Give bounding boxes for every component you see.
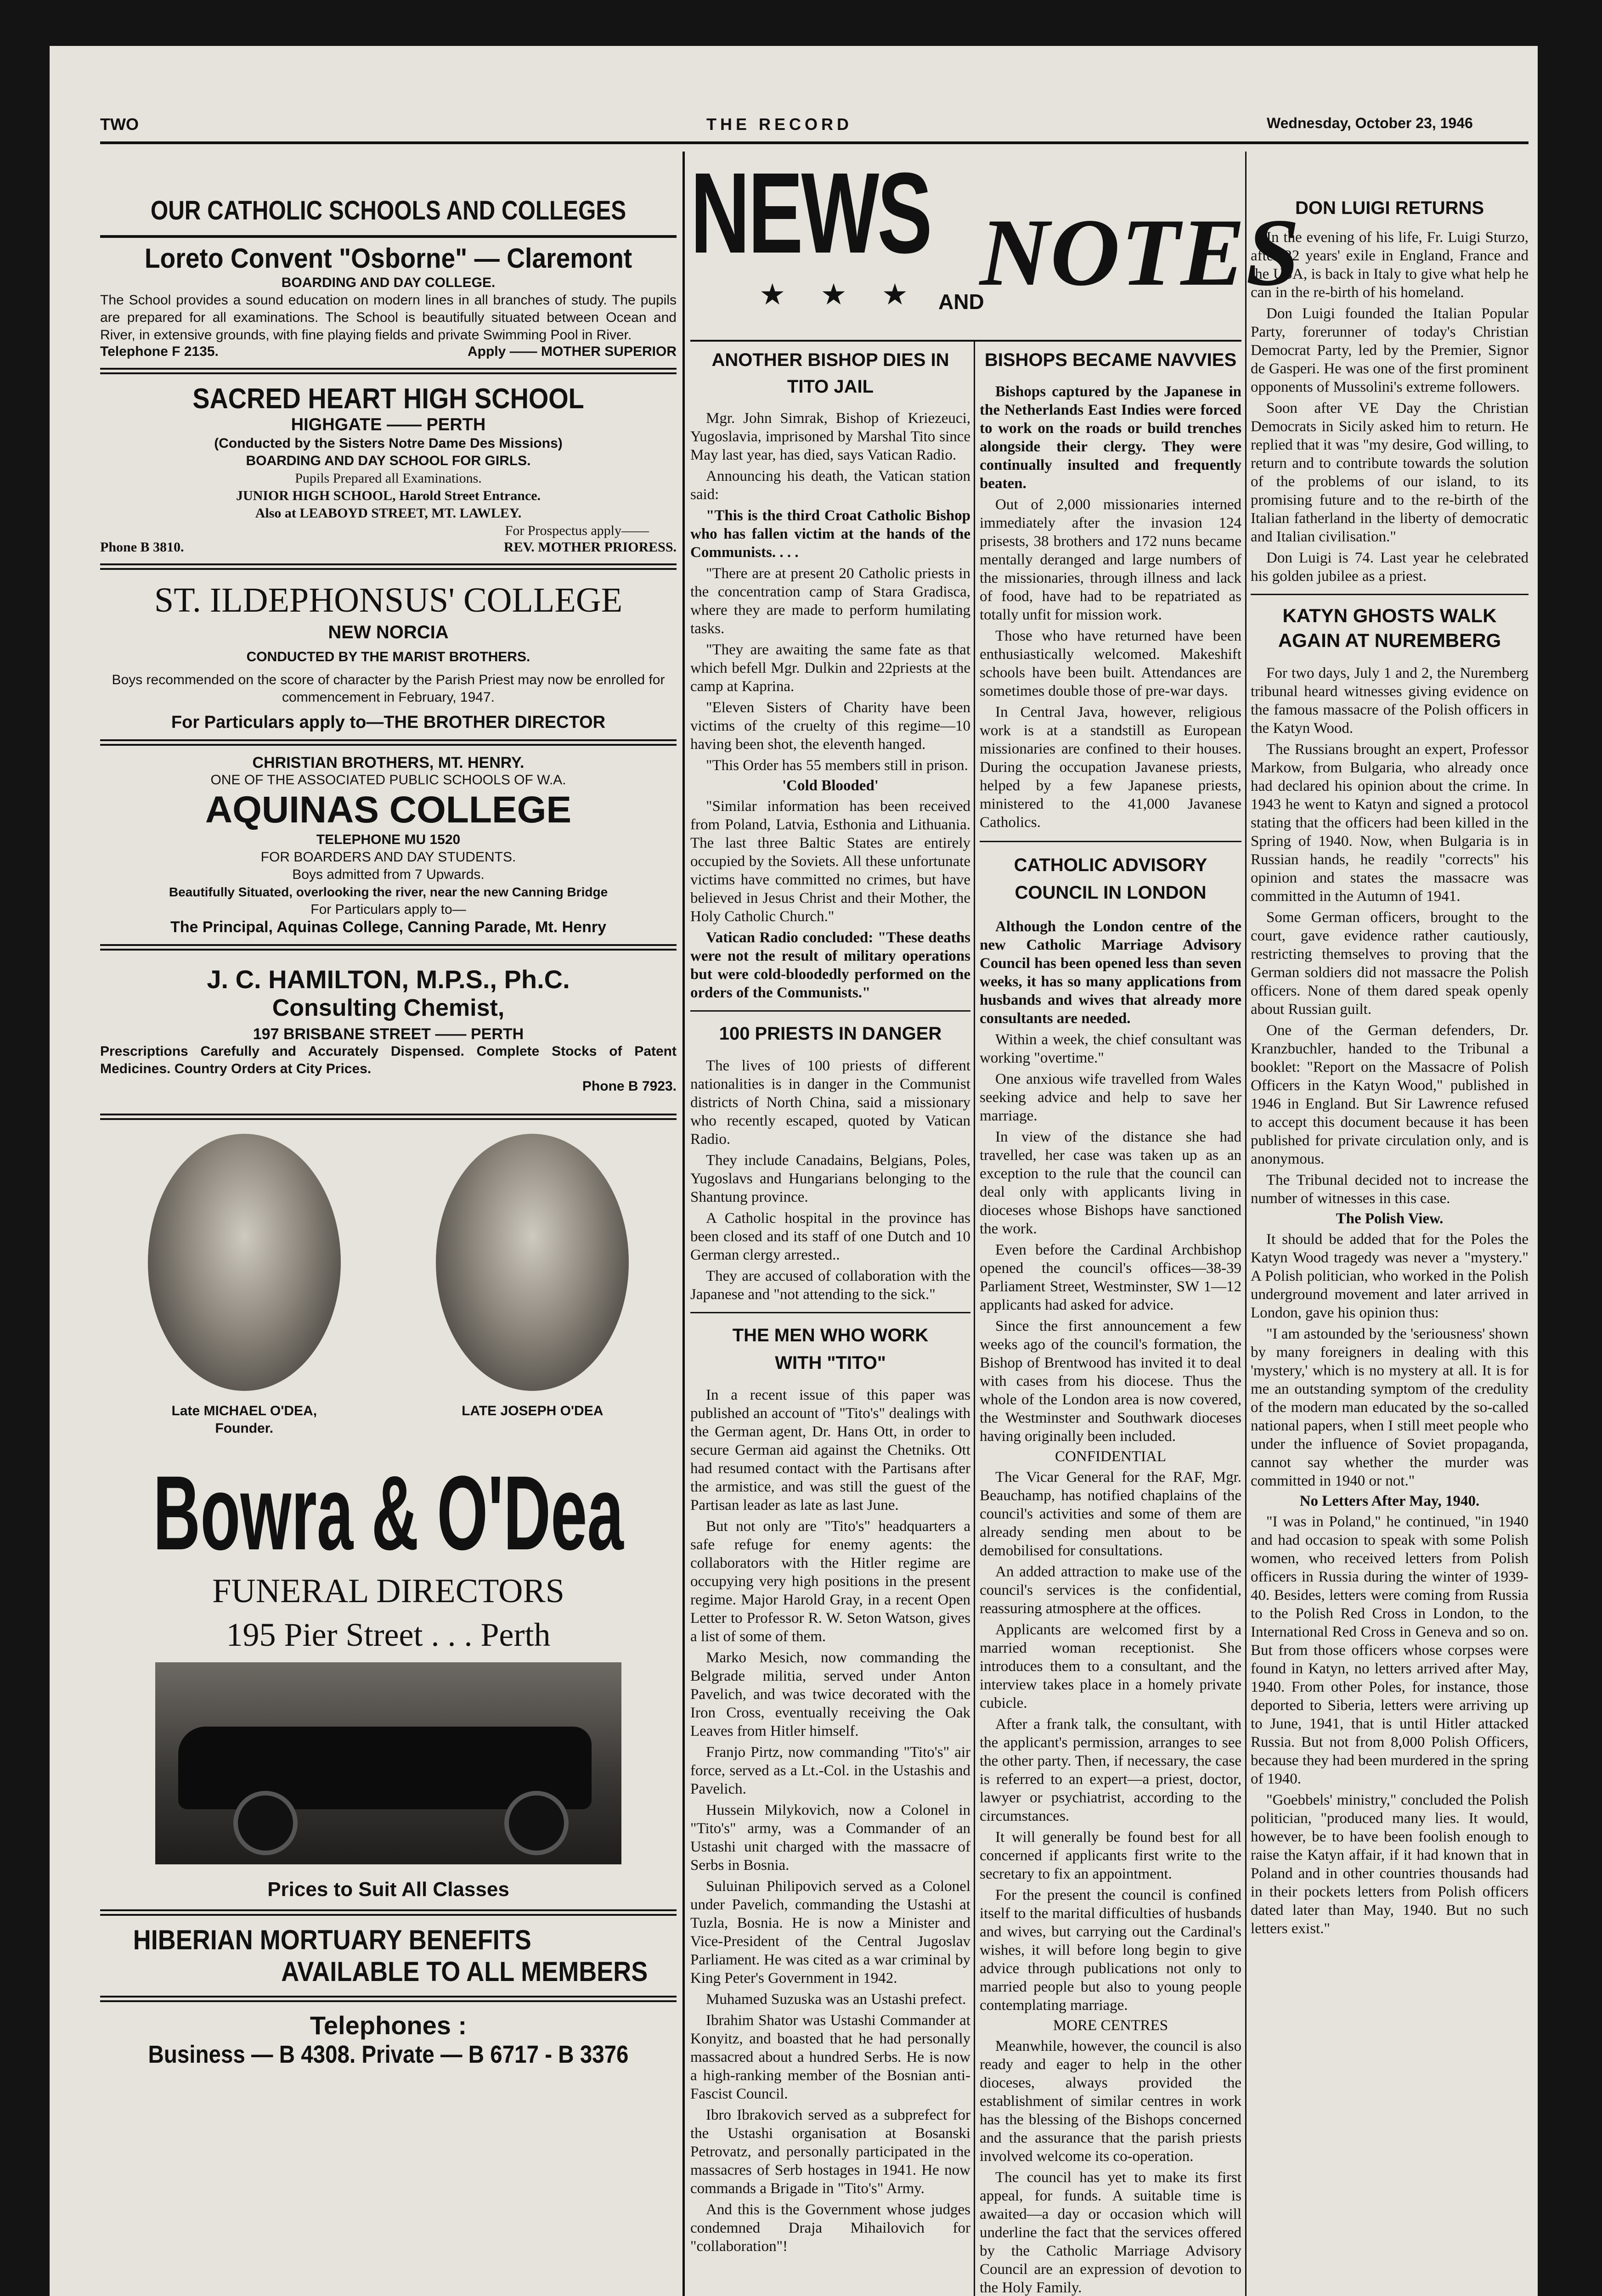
loreto-sub: BOARDING AND DAY COLLEGE. bbox=[281, 275, 496, 290]
council-p: Although the London centre of the new Catholic Marriage Advisory Council has been opened less than seven weeks, it has so many applications from husbands and wives that already more consultants are needed. bbox=[980, 918, 1241, 1027]
hearse-wheel bbox=[233, 1791, 298, 1855]
bowra-phones: Business — B 4308. Private — B 6717 - B 3376 bbox=[148, 2041, 629, 2068]
katyn-p: Some German officers, brought to the court, gave evidence rather cautiously, restricting themselves to proving that the German soldiers did not massacre the Polish officers. None of them dared speak openly about Russian guilt. bbox=[1251, 909, 1529, 1018]
news-notes-masthead bbox=[690, 149, 1301, 340]
tito-p: Franjo Pirtz, now commanding "Tito's" air force, served as a Lt.-Col. in the Ustashis and Pavelich. bbox=[690, 1744, 970, 1797]
advertisements-column bbox=[100, 152, 677, 2296]
bishop-p: "This is the third Croat Catholic Bishop who has fallen victim at the hands of the Communists. . . . bbox=[690, 507, 970, 561]
bowra-telephones-label: Telephones : bbox=[310, 2011, 467, 2040]
priests-p: They include Canadains, Belgians, Poles, Yugoslavs and Hungarians belonging to the Shantung province. bbox=[690, 1152, 970, 1205]
bishop-p: "This Order has 55 members still in prison. bbox=[706, 757, 968, 774]
sacred-junior2: Also at LEABOYD STREET, MT. LAWLEY. bbox=[255, 506, 522, 521]
ildephonsus-apply: For Particulars apply to—THE BROTHER DIRECTOR bbox=[171, 713, 606, 732]
council-p: After a frank talk, the consultant, with the applicant's permission, arranges to see the other party. Then, if necessary, the case is referred to an expert—a priest, doctor, lawyer or psychiatrist, according to the circumstances. bbox=[980, 1716, 1241, 1824]
joseph-caption: LATE JOSEPH O'DEA bbox=[462, 1403, 604, 1418]
masthead-rule bbox=[690, 340, 1241, 342]
page-number: TWO bbox=[100, 115, 139, 134]
luigi-p: Don Luigi founded the Italian Popular Party, forerunner of today's Christian Democrat Party, led by the Premier, Signor de Gasperi. He was one of the first prominent opponents of Mussolini's extreme followers. bbox=[1251, 305, 1529, 395]
aquinas-phone: TELEPHONE MU 1520 bbox=[316, 832, 461, 847]
ildephonsus-ad bbox=[100, 578, 677, 731]
loreto-title: Loreto Convent "Osborne" — Claremont bbox=[144, 243, 632, 274]
katyn-subhead-polish: The Polish View. bbox=[1336, 1210, 1444, 1227]
hearse-photo bbox=[155, 1662, 621, 1864]
bishop-headline: ANOTHER BISHOP DIES IN TITO JAIL bbox=[711, 350, 949, 397]
hamilton-phone: Phone B 7923. bbox=[582, 1079, 677, 1094]
katyn-p: "I was in Poland," he continued, "in 1940 and had occasion to speak with some Polish women, who received letters from Polish officers in Russia during the winter of 1939-40. Besides, letters were coming from Russia to the Polish Red Cross in London, to the International Red Cross in Geneva and so on. But from those officers whose corpses were found in Katyn, no letters arrived after May, 1940. From other Poles, for instance, those deported to Siberia, letters were arriving up to June, 1941, that is until Hitler attacked Russia. But not from 8,000 Polish Officers, because they had been murdered in the spring of 1940. bbox=[1251, 1514, 1529, 1787]
michael-caption: Late MICHAEL O'DEA, bbox=[171, 1403, 317, 1418]
paper-name: THE RECORD bbox=[706, 115, 853, 134]
article-column-2 bbox=[980, 347, 1241, 2296]
ildephonsus-text: Boys recommended on the score of character by the Parish Priest may now be enrolled for commencement in February, 1947. bbox=[112, 672, 665, 705]
aquinas-l4: Boys admitted from 7 Upwards. bbox=[292, 867, 485, 882]
article-column-1 bbox=[690, 347, 970, 2296]
column-rule bbox=[683, 152, 685, 2296]
tito-p: But not only are "Tito's" headquarters a safe refuge for enemy agents: the collaborators with the Hitler regime are occupying very high positions in the present regime. Major Harold Gray, in a recent Open Letter to Professor R. W. Seton Watson, gives a list of some of them. bbox=[690, 1518, 970, 1645]
tito-p: Ibrahim Shator was Ustashi Commander at Konyitz, and boasted that he had personally massacred about a hundred Serbs. He is now a high-ranking member of the Bosnian anti-Fascist Council. bbox=[690, 2012, 970, 2102]
katyn-p: One of the German defenders, Dr. Kranzbuchler, handed to the Tribunal a booklet: "Report on the Massacre of Polish Officers in the Katyn Wood," published in 1946 in England. But Sir Lawrence refused to accept this document because it has been published for private circulation only, and is anonymous. bbox=[1251, 1022, 1529, 1167]
aquinas-l7: The Principal, Aquinas College, Canning Parade, Mt. Henry bbox=[170, 918, 607, 936]
priests-p: They are accused of collaboration with the Japanese and "not attending to the sick." bbox=[690, 1268, 970, 1303]
divider bbox=[100, 944, 677, 951]
sacred-title: SACRED HEART HIGH SCHOOL bbox=[192, 383, 584, 415]
aquinas-l2: ONE OF THE ASSOCIATED PUBLIC SCHOOLS OF W.A. bbox=[210, 772, 566, 788]
aquinas-l5: Beautifully Situated, overlooking the river, near the new Canning Bridge bbox=[169, 885, 608, 899]
masthead-notes: NOTES bbox=[980, 199, 1301, 306]
katyn-p: The Tribunal decided not to increase the number of witnesses in this case. bbox=[1251, 1172, 1529, 1207]
sacred-junior1: JUNIOR HIGH SCHOOL, Harold Street Entrance. bbox=[236, 488, 541, 503]
navvies-p: Bishops captured by the Japanese in the Netherlands East Indies were forced to work on the roads or build trenches alongside their clergy. They were continually insulted and frequently beaten. bbox=[980, 383, 1241, 492]
council-p: One anxious wife travelled from Wales seeking advice and help to save her marriage. bbox=[980, 1071, 1241, 1124]
header-rule bbox=[100, 141, 1529, 144]
masthead-stars: ★ ★ ★ bbox=[759, 278, 922, 311]
page-header bbox=[100, 115, 1524, 142]
divider bbox=[1251, 594, 1529, 595]
priests-headline: 100 PRIESTS IN DANGER bbox=[719, 1024, 942, 1044]
hamilton-ad bbox=[100, 964, 677, 1095]
masthead-and: AND bbox=[938, 290, 984, 314]
council-p: Even before the Cardinal Archbishop opened the council's offices—38-39 Parliament Street, Westminster, SW 1—12 applicants had asked for advice. bbox=[980, 1242, 1241, 1313]
sacred-phone: Phone B 3810. bbox=[100, 540, 184, 555]
navvies-headline: BISHOPS BECAME NAVVIES bbox=[984, 350, 1237, 370]
aquinas-l3: FOR BOARDERS AND DAY STUDENTS. bbox=[260, 850, 516, 865]
sacred-prep: Pupils Prepared all Examinations. bbox=[295, 471, 482, 486]
council-headline: CATHOLIC ADVISORY COUNCIL IN LONDON bbox=[1014, 855, 1207, 903]
luigi-p: In the evening of his life, Fr. Luigi Sturzo, after 22 years' exile in England, France and the USA, is back in Italy to give what help he can in the re-birth of his homeland. bbox=[1251, 229, 1529, 301]
katyn-subhead-letters: No Letters After May, 1940. bbox=[1299, 1493, 1480, 1509]
ildephonsus-location: NEW NORCIA bbox=[328, 622, 449, 642]
priests-p: The lives of 100 priests of different nationalities is in danger in the Communist districts of North China, said a missionary who recently escaped, quoted by Vatican Radio. bbox=[690, 1058, 970, 1148]
priests-p: A Catholic hospital in the province has been closed and its staff of one Dutch and 10 German clergy arrested.. bbox=[690, 1210, 970, 1263]
bishop-p: Mgr. John Simrak, Bishop of Kriezeuci, Yugoslavia, imprisoned by Marshal Tito since May last year, has died, says Vatican Radio. bbox=[690, 410, 970, 463]
navvies-p: Those who have returned have been enthusiastically welcomed. Makeshift schools have been built. Attendances are sometimes double those of pre-war days. bbox=[980, 628, 1241, 699]
bishop-p: "Similar information has been received from Poland, Latvia, Esthonia and Lithuania. The last three Baltic States are entirely occupied by the Soviets. All these unfortunate victims have committed no crimes, but have believed in Jesus Christ and their Mother, the Holy Catholic Church." bbox=[690, 798, 970, 925]
divider bbox=[100, 563, 677, 570]
ildephonsus-conducted: CONDUCTED BY THE MARIST BROTHERS. bbox=[246, 649, 530, 664]
bowra-name: Bowra & O'Dea bbox=[153, 1454, 624, 1572]
council-p: Since the first announcement a few weeks ago of the council's formation, the Bishop of Brentwood has invited it to deal with cases from his diocese. Thus the whole of the London area is now covered, the Westminster and Southwark dioceses having originally been included. bbox=[980, 1318, 1241, 1445]
luigi-headline: DON LUIGI RETURNS bbox=[1295, 198, 1484, 218]
sacred-location: HIGHGATE —— PERTH bbox=[291, 415, 486, 434]
council-p: In view of the distance she had travelled, her case was taken up as an exception to the rule that the council can deal only with applicants living in dioceses whose Bishops have sanctioned the work. bbox=[980, 1129, 1241, 1237]
loreto-ad bbox=[100, 242, 677, 360]
column-rule bbox=[974, 340, 975, 2296]
tito-p: Marko Mesich, now commanding the Belgrade militia, served under Anton Pavelich, and was twice decorated with the Iron Cross, eventually receiving the Oak Leaves from Hitler himself. bbox=[690, 1649, 970, 1739]
hamilton-address: 197 BRISBANE STREET —— PERTH bbox=[253, 1025, 524, 1043]
council-p: An added attraction to make use of the council's services is the confidential, reassuring atmosphere at the offices. bbox=[980, 1564, 1241, 1617]
council-p: It will generally be found best for all concerned if applicants first write to the secretary to fix an appointment. bbox=[980, 1829, 1241, 1882]
bishop-p: "Eleven Sisters of Charity have been victims of the cruelty of this regime—10 having been shot, the eleventh hanged. bbox=[690, 699, 970, 753]
bishop-p: "There are at present 20 Catholic priests in the concentration camp of Stara Gradisca, where they are made to perform humilating tasks. bbox=[690, 565, 970, 637]
navvies-p: Out of 2,000 missionaries interned immediately after the invasion 124 prisests, 38 brothers and 172 nuns became mentally deranged and large numbers of the missionaries, through illness and lack of food, have had to be repatriated as totally unfit for mission work. bbox=[980, 496, 1241, 623]
loreto-phone: Telephone F 2135. bbox=[100, 344, 219, 359]
tito-p: Muhamed Suzuska was an Ustashi prefect. bbox=[706, 1991, 966, 2008]
divider bbox=[100, 235, 677, 238]
council-p: Within a week, the chief consultant was working "overtime." bbox=[980, 1031, 1241, 1066]
bowra-prices: Prices to Suit All Classes bbox=[267, 1878, 509, 1901]
sacred-mother: REV. MOTHER PRIORESS. bbox=[503, 540, 677, 555]
divider bbox=[690, 1312, 970, 1313]
hibernian-line1: HIBERIAN MORTUARY BENEFITS bbox=[133, 1925, 531, 1955]
bowra-odea-ad bbox=[100, 1134, 677, 2069]
article-column-3 bbox=[1251, 152, 1529, 2296]
luigi-p: Don Luigi is 74. Last year he celebrated his golden jubilee as a priest. bbox=[1251, 550, 1529, 585]
tito-p: Suluinan Philipovich served as a Colonel under Pavelich, commanding the Ustashi at Tuzla, Bosnia. He is now a Minister and Vice-President of the Central Jugoslav Parliament. He was cited as a war criminal by King Peter's Government in 1942. bbox=[690, 1878, 970, 1986]
tito-p: In a recent issue of this paper was published an account of "Tito's" dealings with the German agent, Dr. Hans Ott, in order to secure German aid against the Chetniks. Ott had resumed contact with the Partisans after the armistice, and was still the guest of the Partisan leader as late as last June. bbox=[690, 1387, 970, 1514]
council-subhead-confidential: CONFIDENTIAL bbox=[1055, 1448, 1166, 1465]
bowra-address: 195 Pier Street . . . Perth bbox=[226, 1616, 551, 1653]
tito-p: Hussein Milykovich, now a Colonel in "Tito's" army, was a Commander of an Ustashi unit charged with the massacre of Serbs in Bosnia. bbox=[690, 1802, 970, 1874]
divider bbox=[690, 1010, 970, 1012]
aquinas-title: AQUINAS COLLEGE bbox=[205, 789, 572, 831]
council-p: The council has yet to make its first appeal, for funds. A suitable time is awaited—a day or occasion which will underline the fact that the services offered by the Catholic Marriage Advisory Council are an expression of devotion to the Holy Family. bbox=[980, 2169, 1241, 2296]
ildephonsus-title: ST. ILDEPHONSUS' COLLEGE bbox=[154, 581, 623, 619]
navvies-p: In Central Java, however, religious work is at a standstill as European missionaries are confined to their houses. During the occupation Javanese priests, helped by a few Japanese priests, ministered to the 41,000 Javanese Catholics. bbox=[980, 704, 1241, 831]
katyn-p: "I am astounded by the 'seriousness' shown by many foreigners in dealing with this 'mystery,' which is no mystery at all. It is for me an outstanding symptom of the credulity of the modern man educated by the so-called national papers, when I still meet people who under the influence of Soviet propaganda, cannot say whether the murder was committed in 1940 or not." bbox=[1251, 1326, 1529, 1489]
hearse-wheel bbox=[504, 1791, 569, 1855]
sacred-type: BOARDING AND DAY SCHOOL FOR GIRLS. bbox=[246, 453, 531, 468]
divider bbox=[100, 739, 677, 746]
luigi-p: Soon after VE Day the Christian Democrats in Sicily asked him to return. He replied that it was "my desire, God willing, to return and to contribute towards the solution of the problems of our island, to its promising future and to the re-birth of the Italian fatherland in the liberty of democratic and Italian civilisation." bbox=[1251, 400, 1529, 545]
michael-odea-portrait bbox=[148, 1134, 341, 1391]
bishop-p: Vatican Radio concluded: "These deaths were not the result of military operations but were cold-bloodedly performed on the orders of the Communists." bbox=[690, 929, 970, 1001]
bishop-p: "They are awaiting the same fate as that which befell Mgr. Dulkin and 22priests at the camp at Kaprina. bbox=[690, 642, 970, 695]
council-p: Meanwhile, however, the council is also ready and eager to help in the other dioceses, always provided the establishment of similar centres in work has the blessing of the Bishops concerned and the assurance that the parish priests involved welcome its co-operation. bbox=[980, 2038, 1241, 2165]
joseph-odea-portrait bbox=[436, 1134, 629, 1391]
hamilton-sub: Consulting Chemist, bbox=[272, 995, 505, 1021]
tito-p: And this is the Government whose judges condemned Draja Mihailovich for "collaboration"! bbox=[690, 2201, 970, 2255]
katyn-p: It should be added that for the Poles the Katyn Wood tragedy was never a "mystery." A Polish politician, who worked in the Polish underground movement and later arrived in London, gave his opinion thus: bbox=[1251, 1231, 1529, 1321]
katyn-p: For two days, July 1 and 2, the Nuremberg tribunal heard witnesses giving evidence on the famous massacre of the Polish officers in the Katyn Wood. bbox=[1251, 665, 1529, 737]
masthead-news: NEWS bbox=[690, 149, 931, 277]
bishop-subhead: 'Cold Blooded' bbox=[782, 777, 879, 794]
michael-caption-founder: Founder. bbox=[215, 1421, 274, 1436]
divider bbox=[980, 841, 1241, 842]
newspaper-page bbox=[50, 46, 1538, 2296]
hamilton-text: Prescriptions Carefully and Accurately Dispensed. Complete Stocks of Patent Medicines. Country Orders at City Prices. bbox=[100, 1044, 677, 1076]
column-rule bbox=[1245, 152, 1247, 2296]
sacred-heart-ad bbox=[100, 383, 677, 555]
katyn-p: "Goebbels' ministry," concluded the Polish politician, "produced many lies. It would, however, be to have been foolish enough to raise the Katyn affair, if it had known that in Poland and in other countries thousands had in their pockets letters from Polish officers dated later than May, 1940. But no such letters exist." bbox=[1251, 1792, 1529, 1937]
tito-headline: THE MEN WHO WORK WITH "TITO" bbox=[732, 1325, 929, 1373]
loreto-apply: Apply —— MOTHER SUPERIOR bbox=[467, 344, 677, 359]
sacred-prospectus: For Prospectus apply—— bbox=[505, 523, 649, 538]
katyn-headline-2: AGAIN AT NUREMBERG bbox=[1278, 630, 1501, 651]
katyn-p: The Russians brought an expert, Professor Markow, from Bulgaria, who already once had declared his opinion about the crime. In 1943 he went to Katyn and signed a protocol stating that the officers had been killed in the Spring of 1940. Now, when Bulgaria is in Russian hands, he readily "corrects" his opinion and states the massacre was committed in the Autumn of 1941. bbox=[1251, 741, 1529, 905]
divider bbox=[100, 1996, 677, 2002]
council-p: Applicants are welcomed first by a married woman receptionist. She introduces them to a consultant, and the interview takes place in a homely private cubicle. bbox=[980, 1621, 1241, 1711]
bishop-p: Announcing his death, the Vatican station said: bbox=[690, 468, 970, 503]
council-p: For the present the council is confined itself to the marital difficulties of husbands and wives, but carrying out the Cardinal's wishes, it will before long begin to give advice through publications not only to married people but also to young people contemplating marriage. bbox=[980, 1887, 1241, 2014]
aquinas-ad bbox=[100, 754, 677, 936]
hibernian-line2: AVAILABLE TO ALL MEMBERS bbox=[281, 1956, 648, 1987]
katyn-headline-1: KATYN GHOSTS WALK bbox=[1282, 605, 1497, 626]
divider bbox=[100, 368, 677, 374]
aquinas-l1: CHRISTIAN BROTHERS, MT. HENRY. bbox=[252, 754, 525, 771]
divider bbox=[100, 1114, 677, 1120]
sacred-conducted: (Conducted by the Sisters Notre Dame Des Missions) bbox=[214, 436, 563, 451]
council-subhead-centres: MORE CENTRES bbox=[1053, 2017, 1168, 2034]
issue-date: Wednesday, October 23, 1946 bbox=[1267, 115, 1473, 131]
aquinas-l6: For Particulars apply to— bbox=[310, 902, 466, 917]
tito-p: Ibro Ibrakovich served as a subprefect for the Ustashi organisation at Bosanski Petrovatz, and personally participated in the massacres of Serb hostages in 1941. He now commands a Brigade in "Tito's" Army. bbox=[690, 2107, 970, 2197]
loreto-text: The School provides a sound education on modern lines in all branches of study. The pupils are prepared for all examinations. The School is beautifully situated between Ocean and River, in extensive grounds, with fine playing fields and private Swimming Pool in River. bbox=[100, 293, 677, 343]
bowra-funeral: FUNERAL DIRECTORS bbox=[212, 1572, 564, 1610]
council-p: The Vicar General for the RAF, Mgr. Beauchamp, has notified chaplains of the council's activities and some of them are already sending men about to be demobilised for consultations. bbox=[980, 1469, 1241, 1559]
schools-title: OUR CATHOLIC SCHOOLS AND COLLEGES bbox=[150, 196, 626, 225]
divider bbox=[100, 1909, 677, 1916]
hamilton-title: J. C. HAMILTON, M.P.S., Ph.C. bbox=[207, 965, 570, 994]
